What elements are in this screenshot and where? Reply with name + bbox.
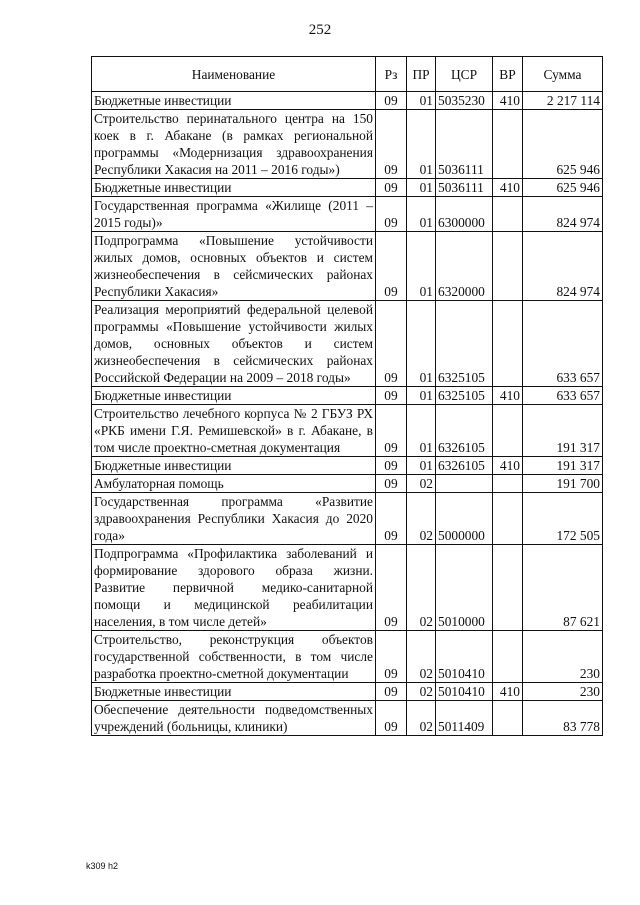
cell-name: Подпрограмма «Профилактика заболеваний и формирование здорового образа жизни. Развитие первичной медико-санитарной помощи и медицинской реабилитации населения, в том числе детей» — [92, 545, 376, 631]
cell-name: Строительство перинатального центра на 150 коек в г. Абакане (в рамках региональной программы «Модернизация здравоохранения Республики Хакасия на 2011 – 2016 годы») — [92, 110, 376, 179]
cell-vr: 410 — [493, 457, 523, 475]
cell-pr: 02 — [407, 493, 436, 545]
table-row — [92, 92, 603, 110]
cell-sum: 625 946 — [523, 179, 603, 197]
header-rz: Рз — [376, 57, 407, 92]
table-row — [92, 683, 603, 701]
cell-csr: 5000000 — [436, 493, 493, 545]
cell-csr: 5010410 — [436, 683, 493, 701]
cell-pr: 02 — [407, 701, 436, 736]
cell-vr: 410 — [493, 683, 523, 701]
table-row — [92, 405, 603, 457]
table-row — [92, 493, 603, 545]
cell-csr: 6326105 — [436, 457, 493, 475]
cell-csr: 5010410 — [436, 631, 493, 683]
cell-sum: 633 657 — [523, 387, 603, 405]
cell-rz: 09 — [376, 405, 407, 457]
cell-vr — [493, 405, 523, 457]
table-header-row — [92, 57, 603, 92]
header-sum: Сумма — [523, 57, 603, 92]
cell-name: Подпрограмма «Повышение устойчивости жилых домов, основных объектов и систем жизнеобеспечения в сейсмических районах Республики Хакасия» — [92, 232, 376, 301]
cell-sum: 87 621 — [523, 545, 603, 631]
cell-vr — [493, 545, 523, 631]
header-name: Наименование — [92, 57, 376, 92]
cell-sum: 191 317 — [523, 457, 603, 475]
cell-csr: 5036111 — [436, 179, 493, 197]
cell-csr: 6325105 — [436, 301, 493, 387]
cell-name: Государственная программа «Жилище (2011 – 2015 годы)» — [92, 197, 376, 232]
cell-pr: 02 — [407, 545, 436, 631]
cell-vr — [493, 493, 523, 545]
table-row — [92, 701, 603, 736]
cell-rz: 09 — [376, 631, 407, 683]
cell-name: Обеспечение деятельности подведомственных учреждений (больницы, клиники) — [92, 701, 376, 736]
table-row — [92, 631, 603, 683]
cell-name: Реализация мероприятий федеральной целевой программы «Повышение устойчивости жилых домов, основных объектов и систем жизнеобеспечения в сейсмических районах Российской Федерации на 2009 – 2018 годы» — [92, 301, 376, 387]
cell-pr: 01 — [407, 179, 436, 197]
cell-vr: 410 — [493, 387, 523, 405]
cell-name: Строительство, реконструкция объектов государственной собственности, в том числе разработка проектно-сметной документации — [92, 631, 376, 683]
page-number: 252 — [308, 22, 332, 38]
cell-vr — [493, 197, 523, 232]
table-row — [92, 387, 603, 405]
cell-sum: 191 317 — [523, 405, 603, 457]
cell-sum: 230 — [523, 683, 603, 701]
cell-csr: 6325105 — [436, 387, 493, 405]
cell-vr: 410 — [493, 92, 523, 110]
cell-vr — [493, 301, 523, 387]
table-row — [92, 545, 603, 631]
table-row — [92, 197, 603, 232]
cell-vr: 410 — [493, 179, 523, 197]
cell-pr: 02 — [407, 631, 436, 683]
cell-name: Амбулаторная помощь — [92, 475, 376, 493]
table-row — [92, 179, 603, 197]
cell-csr: 5011409 — [436, 701, 493, 736]
cell-name: Бюджетные инвестиции — [92, 387, 376, 405]
cell-rz: 09 — [376, 683, 407, 701]
cell-rz: 09 — [376, 701, 407, 736]
cell-pr: 01 — [407, 405, 436, 457]
cell-rz: 09 — [376, 197, 407, 232]
cell-sum: 172 505 — [523, 493, 603, 545]
cell-rz: 09 — [376, 387, 407, 405]
cell-vr — [493, 475, 523, 493]
cell-pr: 01 — [407, 387, 436, 405]
cell-name: Бюджетные инвестиции — [92, 92, 376, 110]
cell-sum: 824 974 — [523, 232, 603, 301]
cell-csr: 6326105 — [436, 405, 493, 457]
cell-csr: 5035230 — [436, 92, 493, 110]
cell-vr — [493, 631, 523, 683]
table-row — [92, 232, 603, 301]
cell-vr — [493, 232, 523, 301]
cell-pr: 01 — [407, 457, 436, 475]
cell-vr — [493, 110, 523, 179]
budget-table — [91, 56, 603, 736]
cell-name: Бюджетные инвестиции — [92, 457, 376, 475]
cell-rz: 09 — [376, 545, 407, 631]
cell-rz: 09 — [376, 179, 407, 197]
cell-pr: 01 — [407, 197, 436, 232]
cell-rz: 09 — [376, 232, 407, 301]
cell-rz: 09 — [376, 301, 407, 387]
cell-sum: 83 778 — [523, 701, 603, 736]
cell-rz: 09 — [376, 110, 407, 179]
table-row — [92, 475, 603, 493]
cell-sum: 230 — [523, 631, 603, 683]
cell-pr: 02 — [407, 475, 436, 493]
cell-name: Бюджетные инвестиции — [92, 683, 376, 701]
cell-sum: 2 217 114 — [523, 92, 603, 110]
header-csr: ЦСР — [436, 57, 493, 92]
cell-rz: 09 — [376, 92, 407, 110]
cell-sum: 824 974 — [523, 197, 603, 232]
table-row — [92, 301, 603, 387]
cell-rz: 09 — [376, 475, 407, 493]
cell-pr: 01 — [407, 232, 436, 301]
cell-sum: 625 946 — [523, 110, 603, 179]
cell-csr — [436, 475, 493, 493]
cell-pr: 01 — [407, 110, 436, 179]
cell-sum: 191 700 — [523, 475, 603, 493]
cell-name: Государственная программа «Развитие здравоохранения Республики Хакасия до 2020 года» — [92, 493, 376, 545]
cell-rz: 09 — [376, 493, 407, 545]
cell-pr: 02 — [407, 683, 436, 701]
cell-pr: 01 — [407, 301, 436, 387]
cell-csr: 5010000 — [436, 545, 493, 631]
header-vr: ВР — [493, 57, 523, 92]
cell-vr — [493, 701, 523, 736]
cell-csr: 6300000 — [436, 197, 493, 232]
cell-pr: 01 — [407, 92, 436, 110]
cell-rz: 09 — [376, 457, 407, 475]
cell-csr: 6320000 — [436, 232, 493, 301]
cell-csr: 5036111 — [436, 110, 493, 179]
table-row — [92, 457, 603, 475]
footer-code: k309 h2 — [86, 861, 119, 871]
table-row — [92, 110, 603, 179]
cell-name: Бюджетные инвестиции — [92, 179, 376, 197]
cell-name: Строительство лечебного корпуса № 2 ГБУЗ РХ «РКБ имени Г.Я. Ремишевской» в г. Абакане, в том числе проектно-сметная документация — [92, 405, 376, 457]
header-pr: ПР — [407, 57, 436, 92]
cell-sum: 633 657 — [523, 301, 603, 387]
